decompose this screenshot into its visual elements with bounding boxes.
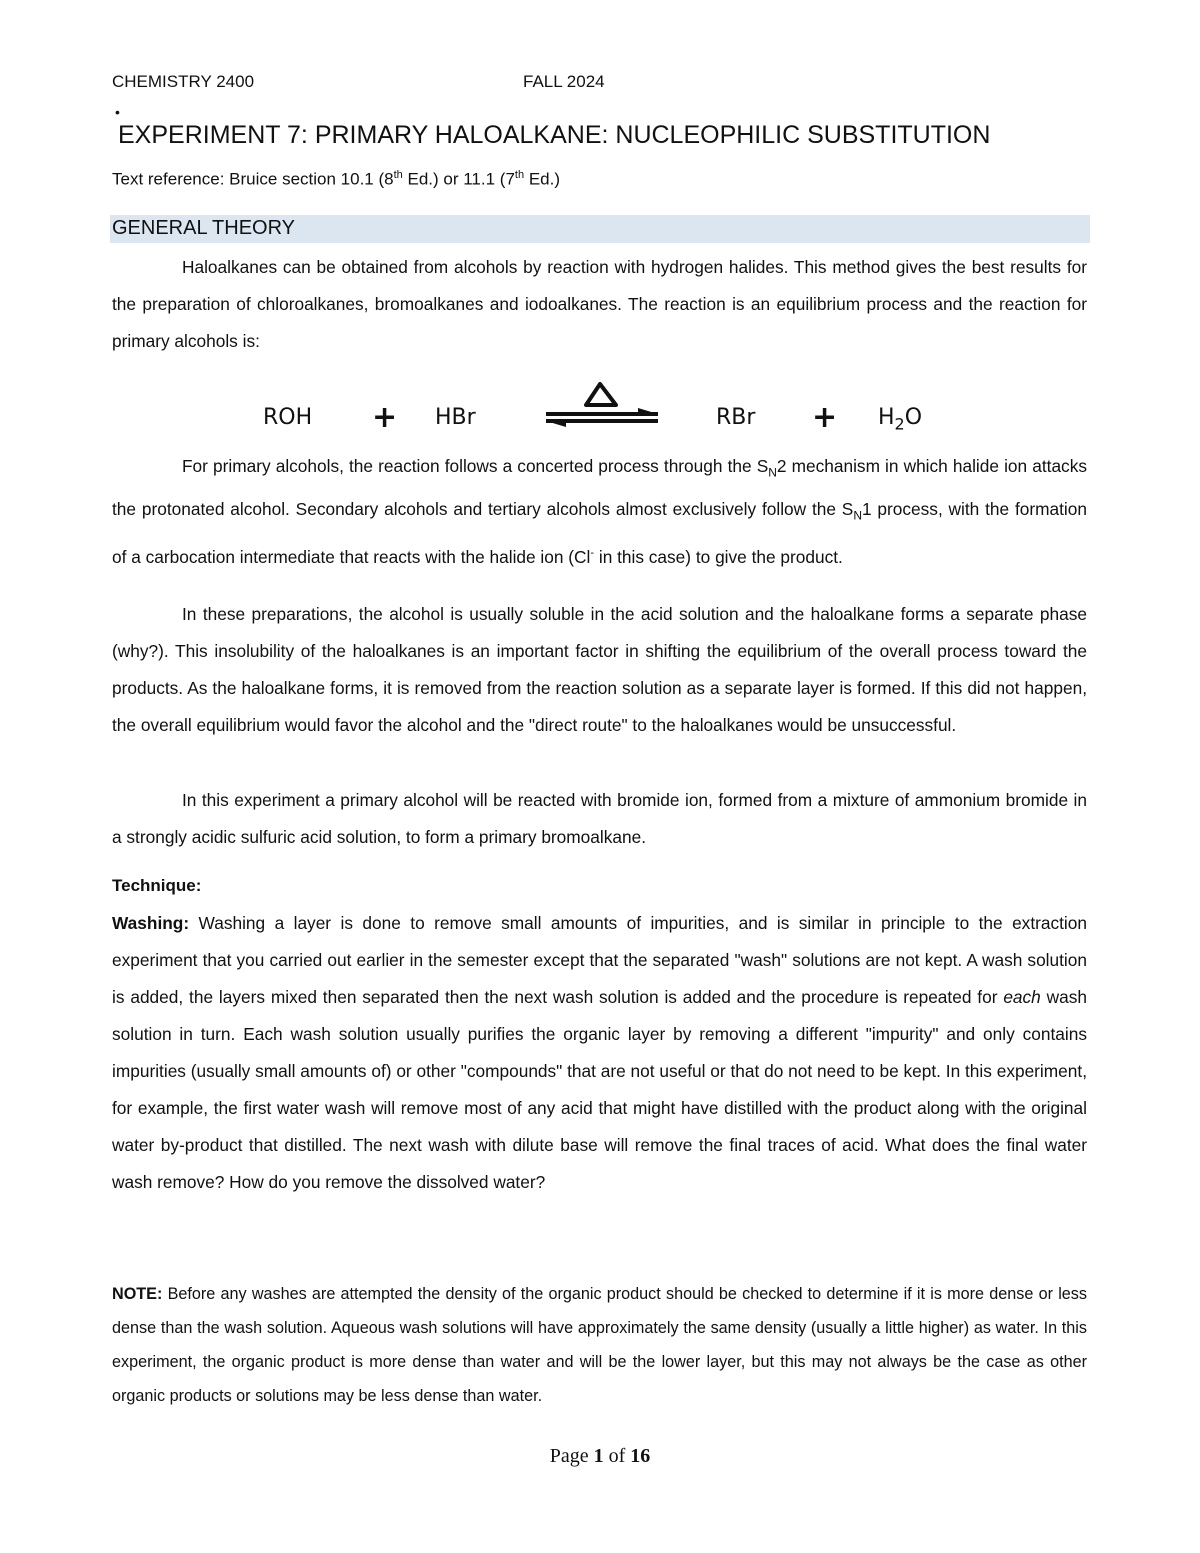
paragraph-intro: Haloalkanes can be obtained from alcohols by reaction with hydrogen halides. This method gives the best results for the preparation of chloroalkanes, bromoalkanes and iodoalkanes. The reaction is an equilibrium process and the reaction for primary alcohols is: [112, 257, 1087, 351]
page-number: Page 1 of 16 [549, 1445, 651, 1467]
technique-heading: Technique: [112, 876, 202, 895]
equilibrium-arrow-icon [538, 380, 666, 430]
paragraph-washing: Washing: Washing a layer is done to remove small amounts of impurities, and is similar in principle to the extraction experiment that you carried out earlier in the semester except that the separated "wash" solutions are not kept. A wash solution is added, the layers mixed then separated then the next wash solution is added and the procedure is repeated for each wash solution in turn. Each wash solution usually purifies the organic layer by removing a different "impurity" and only contains impurities (usually small amounts of) or other "compounds" that are not useful or that do not need to be kept. In this experiment, for example, the first water wash will remove most of any acid that might have distilled with the product along with the original water by-product that distilled. The next wash with dilute base will remove the final traces of acid. What does the final water wash remove? How do you remove the dissolved water? [112, 913, 1087, 1192]
paragraph-experiment: In this experiment a primary alcohol will be reacted with bromide ion, formed from a mixture of ammonium bromide in a strongly acidic sulfuric acid solution, to form a primary bromoalkane. [112, 790, 1087, 847]
paragraph-insolubility: In these preparations, the alcohol is usually soluble in the acid solution and the haloalkane forms a separate phase (why?). This insolubility of the haloalkanes is an important factor in shifting the equilibrium of the overall process toward the products. As the haloalkane forms, it is removed from the reaction solution as a separate layer is formed. If this did not happen, the overall equilibrium would favor the alcohol and the "direct route" to the haloalkanes would be unsuccessful. [112, 604, 1087, 735]
product-rbr: RBr [716, 405, 756, 430]
product-water: $H_2O$ [878, 405, 923, 434]
paragraph-mechanism: For primary alcohols, the reaction follows a concerted process through the $S_N2$ mechanism in which halide ion attacks the protonated alcohol. Secondary alcohols and tertiary alcohols almost exclusively follow the $S_N1$ process, with the formation of a carbocation intermediate that reacts with the halide ion (Cl- in this case) to give the product. [112, 456, 1087, 567]
term-header: FALL 2024 [523, 72, 605, 91]
course-header: CHEMISTRY 2400 [112, 72, 255, 91]
reactant-hbr: HBr [435, 405, 476, 430]
reactant-roh: ROH [263, 405, 313, 430]
page-title: EXPERIMENT 7: PRIMARY HALOALKANE: NUCLEOPHILIC SUBSTITUTION [118, 121, 991, 149]
section-heading: GENERAL THEORY [112, 217, 296, 239]
paragraph-note: NOTE: Before any washes are attempted the density of the organic product should be checked to determine if it is more dense or less dense than the wash solution. Aqueous wash solutions will have approximately the same density (usually a little higher) as water. In this experiment, the organic product is more dense than water and will be the lower layer, but this may not always be the case as other organic products or solutions may be less dense than water. [112, 1285, 1087, 1405]
plus-sign: + [812, 400, 838, 435]
bullet-mark: • [115, 104, 120, 120]
text-reference: Text reference: Bruice section 10.1 (8th Ed.) or 11.1 (7th Ed.) [112, 169, 561, 189]
plus-sign: + [372, 400, 398, 435]
